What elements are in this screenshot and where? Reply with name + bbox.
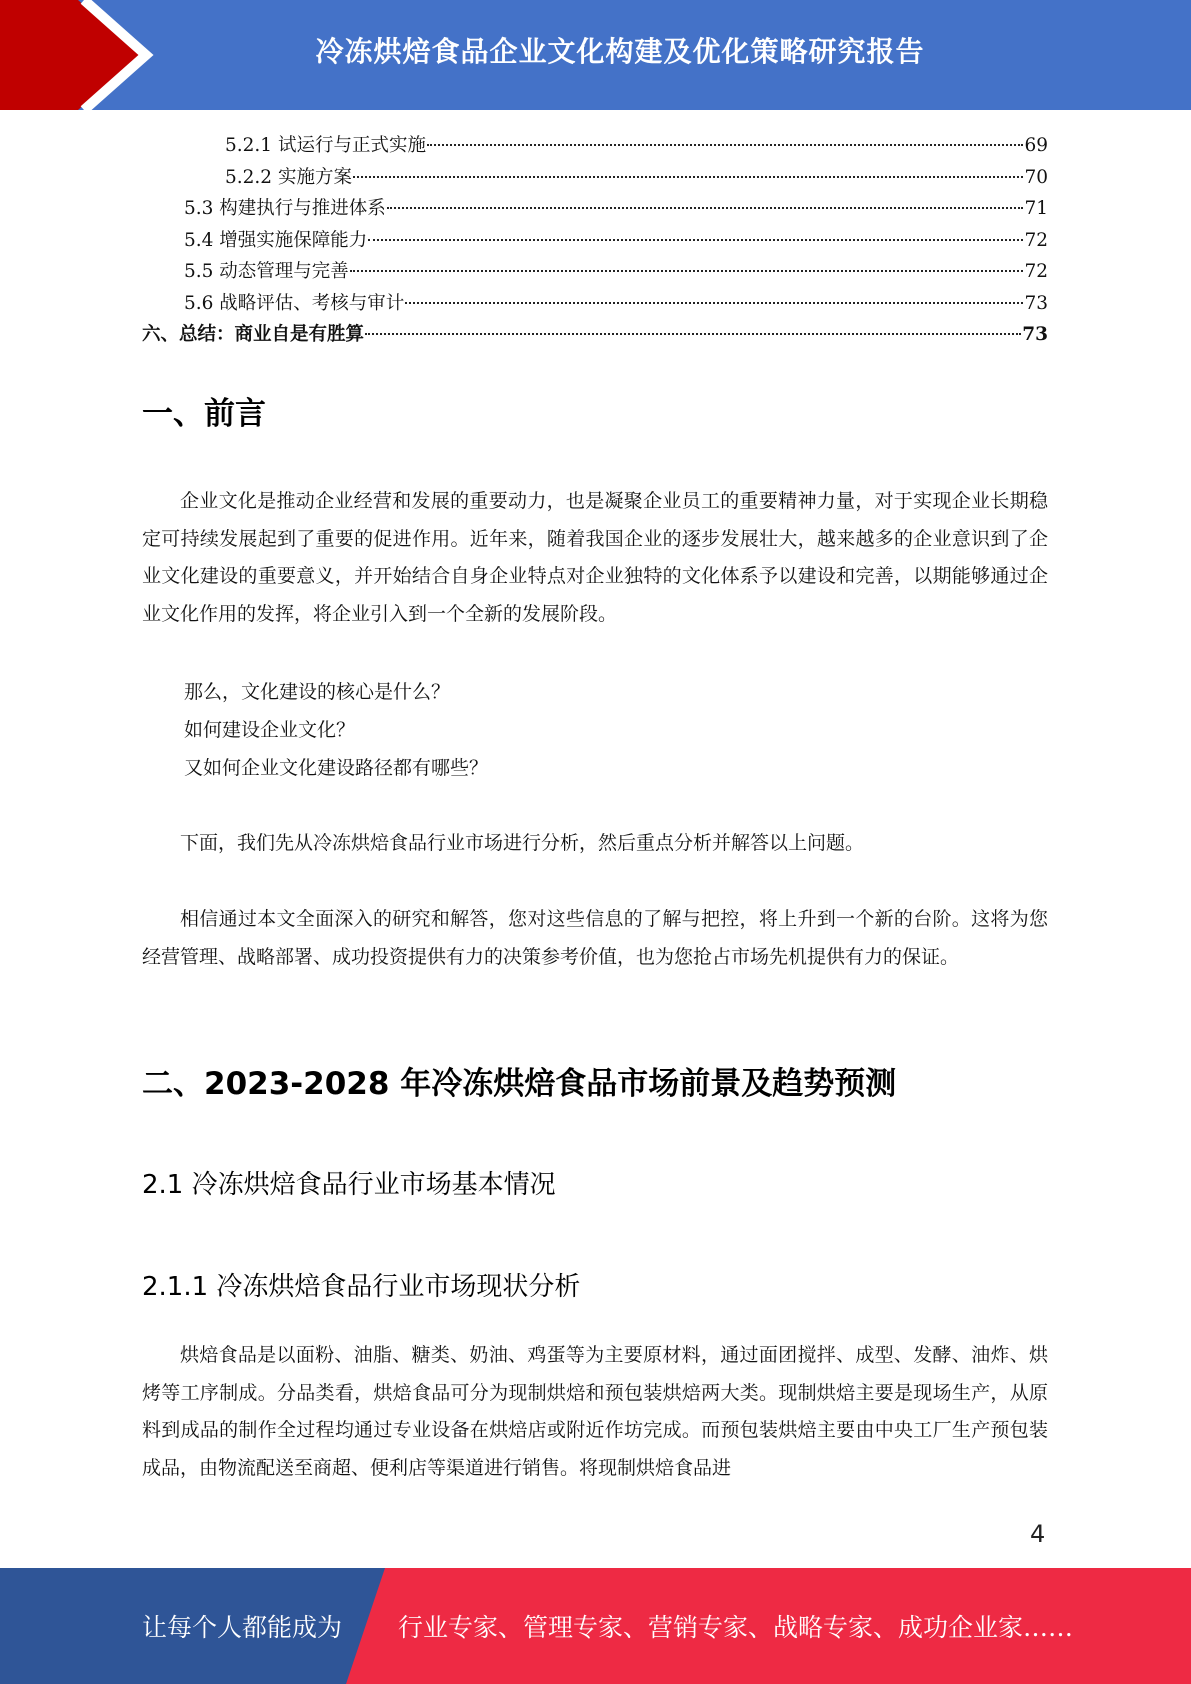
section-heading-preface: 一、前言 (142, 396, 266, 432)
toc-entry-label: 5.2.1 试运行与正式实施 (225, 135, 426, 156)
toc-dot-leader (350, 270, 1024, 272)
question-line: 那么，文化建设的核心是什么？ (184, 681, 451, 703)
toc-dot-leader (353, 176, 1024, 178)
toc-entry-label: 六、总结：商业自是有胜算 (142, 324, 365, 345)
toc-entry-label: 5.3 构建执行与推进体系 (184, 198, 386, 219)
toc-entry-label: 5.5 动态管理与完善 (184, 261, 349, 282)
question-line: 如何建设企业文化？ (184, 719, 356, 741)
toc-entry[interactable] (142, 162, 1048, 194)
header-banner (0, 0, 1191, 110)
toc-entry-label: 5.2.2 实施方案 (225, 166, 352, 188)
preface-paragraph-1: 企业文化是推动企业经营和发展的重要动力，也是凝聚企业员工的重要精神力量，对于实现企业长期稳定可持续发展起到了重要的促进作用。近年来，随着我国企业的逐步发展壮大，越来越多的企业意识到了企业文化建设的重要意义，并开始结合自身企业特点对企业独特的文化体系予以建设和完善，以期能够通过企业文化作用的发挥，将企业引入到一个全新的发展阶段。 (142, 490, 1048, 626)
toc-dot-leader (365, 333, 1021, 335)
toc-entry[interactable] (142, 130, 1048, 162)
toc-dot-leader (405, 302, 1023, 304)
toc-entry-label: 5.6 战略评估、考核与审计 (184, 292, 405, 314)
footer-banner (0, 1568, 1191, 1684)
toc-entry-page: 70 (1024, 166, 1048, 188)
subsubsection-heading: 2.1.1 冷冻烘焙食品行业市场现状分析 (142, 1272, 581, 1302)
toc-entry-page: 73 (1024, 292, 1048, 314)
preface-paragraph-3: 相信通过本文全面深入的研究和解答，您对这些信息的了解与把控，将上升到一个新的台阶。这将为您经营管理、战略部署、成功投资提供有力的决策参考价值，也为您抢占市场先机提供有力的保证。 (142, 908, 1048, 968)
toc-entry-page: 71 (1024, 198, 1048, 219)
question-line: 又如何企业文化建设路径都有哪些？ (184, 757, 489, 779)
toc-entry-label: 5.4 增强实施保障能力 (184, 229, 368, 251)
toc-entry-page: 72 (1024, 229, 1048, 251)
preface-paragraph-2: 下面，我们先从冷冻烘焙食品行业市场进行分析，然后重点分析并解答以上问题。 (180, 832, 865, 854)
page-number: 4 (1030, 1520, 1046, 1548)
section-heading-market-outlook: 二、2023-2028 年冷冻烘焙食品市场前景及趋势预测 (142, 1066, 897, 1102)
toc-entry[interactable] (142, 288, 1048, 320)
subsection-heading: 2.1 冷冻烘焙食品行业市场基本情况 (142, 1170, 556, 1200)
toc-entry[interactable] (142, 193, 1048, 225)
toc-entry[interactable] (142, 319, 1048, 351)
toc-entry-page: 69 (1024, 135, 1048, 156)
toc-dot-leader (368, 239, 1023, 241)
toc-entry-page: 72 (1024, 261, 1048, 282)
report-title: 冷冻烘焙食品企业文化构建及优化策略研究报告 (315, 35, 925, 68)
footer-slogan-left: 让每个人都能成为 (142, 1613, 343, 1642)
toc-dot-leader (427, 144, 1023, 146)
toc-dot-leader (387, 207, 1024, 209)
toc-entry[interactable] (142, 256, 1048, 288)
market-status-paragraph: 烘焙食品是以面粉、油脂、糖类、奶油、鸡蛋等为主要原材料，通过面团搅拌、成型、发酵、油炸、烘烤等工序制成。分品类看，烘焙食品可分为现制烘焙和预包装烘焙两大类。现制烘焙主要是现场生产，从原料到成品的制作全过程均通过专业设备在烘焙店或附近作坊完成。而预包装烘焙主要由中央工厂生产预包装成品，由物流配送至商超、便利店等渠道进行销售。将现制烘焙食品进 (142, 1344, 1048, 1480)
toc-entry[interactable] (142, 225, 1048, 257)
table-of-contents (142, 130, 1048, 351)
footer-slogan-right: 行业专家、管理专家、营销专家、战略专家、成功企业家…… (398, 1613, 1074, 1642)
toc-entry-page: 73 (1022, 324, 1048, 345)
